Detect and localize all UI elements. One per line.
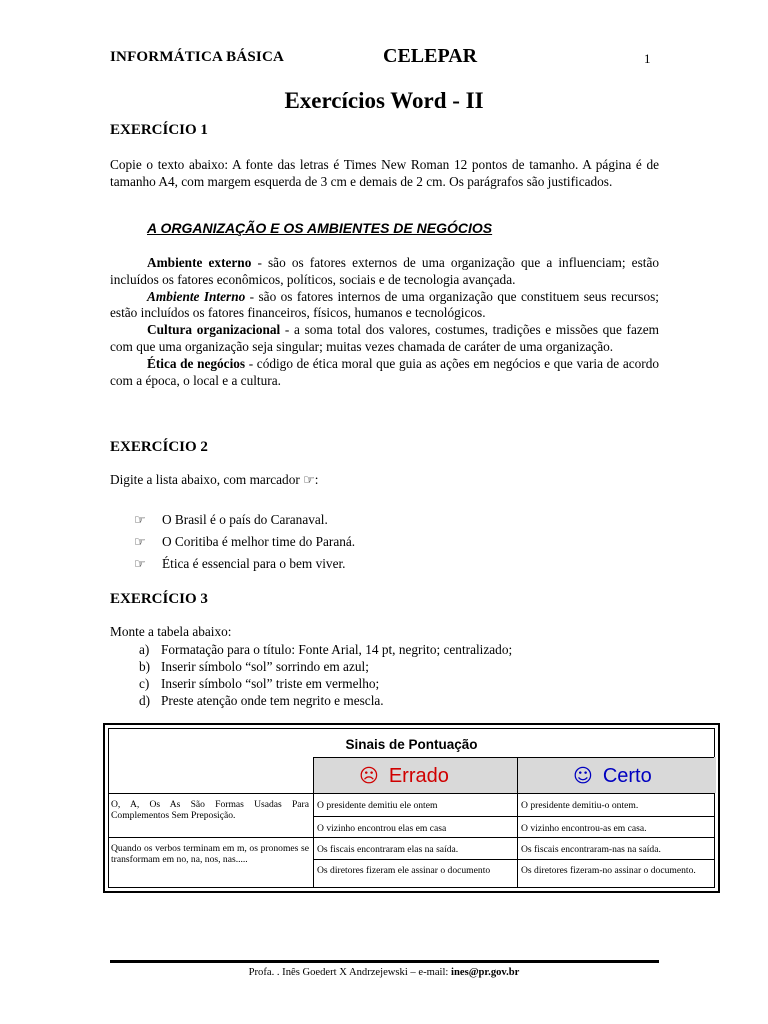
right-cell: Os diretores fizeram-no assinar o documento. — [521, 865, 696, 876]
list-item-text: O Brasil é o país do Caranaval. — [162, 512, 328, 527]
list-item — [110, 692, 512, 709]
list-item — [134, 509, 355, 531]
page-number: 1 — [644, 51, 651, 66]
exercise-1-heading: EXERCÍCIO 1 — [110, 122, 208, 138]
grid-line — [517, 757, 518, 887]
bullet-list — [134, 509, 355, 575]
step-text: Formatação para o título: Fonte Arial, 14 pt, negrito; centralizado; — [161, 642, 513, 657]
wrong-cell: O vizinho encontrou elas em casa — [317, 823, 447, 834]
steps-list — [110, 641, 512, 709]
term-bold: Ambiente externo — [147, 255, 252, 270]
grid-line — [109, 837, 714, 838]
step-letter: a) — [139, 642, 150, 657]
exercise-2-heading: EXERCÍCIO 2 — [110, 439, 208, 455]
header-certo — [573, 765, 652, 788]
list-item — [110, 658, 512, 675]
header-errado — [359, 765, 449, 788]
table-caption: Sinais de Pontuação — [345, 737, 478, 752]
instructions-text: Digite a lista abaixo, com marcador — [110, 472, 304, 487]
definition-text: - são os fatores externos de uma organização que a influenciam; estão incluídos os fatores econômicos, políticos, sociais e de tecnologia avançada. — [110, 255, 660, 287]
term-bold-italic: Ambiente Interno — [147, 288, 246, 304]
article-subtitle: A ORGANIZAÇÃO E OS AMBIENTES DE NEGÓCIOS — [147, 220, 493, 236]
footer-text: Profa. . Inês Goedert X Andrzejewski – e-mail: — [248, 967, 452, 978]
smiley-face-icon: ☺ — [573, 765, 593, 787]
pointing-hand-icon: ☞ — [303, 473, 315, 488]
instructions-colon: : — [314, 472, 319, 487]
footer — [0, 967, 768, 978]
definition-text: - são os fatores internos de uma organização que constituem seus recursos; estão incluídos os fatores financeiros, físicos, humanos e tecnológicos. — [110, 288, 660, 321]
paragraph-cultura-organizacional — [110, 322, 659, 356]
right-cell: Os fiscais encontraram-nas na saída. — [521, 844, 661, 855]
paragraph-ambiente-externo — [110, 255, 659, 289]
list-item — [110, 675, 512, 692]
step-letter: c) — [139, 676, 150, 691]
grid-line — [109, 793, 714, 794]
page-title: Exercícios Word - II — [284, 88, 484, 113]
pointing-hand-icon: ☞ — [134, 535, 146, 550]
list-item-text: Ética é essencial para o bem viver. — [162, 556, 346, 571]
exercise-3-heading: EXERCÍCIO 3 — [110, 591, 208, 607]
rule-cell: O, A, Os As São Formas Usadas Para Complementos Sem Preposição. — [111, 799, 309, 822]
step-text: Inserir símbolo “sol” sorrindo em azul; — [161, 659, 369, 674]
list-item — [110, 641, 512, 658]
punctuation-table — [103, 723, 720, 893]
step-text: Preste atenção onde tem negrito e mescla. — [161, 693, 384, 708]
wrong-cell: Os fiscais encontraram elas na saída. — [317, 844, 459, 855]
right-cell: O presidente demitiu-o ontem. — [521, 800, 639, 811]
header-label: Certo — [602, 765, 652, 787]
list-item-text: O Coritiba é melhor time do Paraná. — [162, 534, 356, 549]
grid-line — [313, 757, 314, 887]
list-item — [134, 553, 355, 575]
term-bold: Cultura organizacional — [147, 322, 281, 338]
grid-line — [314, 816, 714, 817]
wrong-cell: Os diretores fizeram ele assinar o documento — [317, 865, 491, 876]
definition-text: - código de ética moral que guia as ações em negócios e que varia de acordo com a época, o local e a cultura. — [110, 355, 660, 388]
paragraph-etica-negocios — [110, 356, 659, 390]
header-course: INFORMÁTICA BÁSICA — [110, 49, 285, 65]
definition-text: - a soma total dos valores, costumes, tradições e missões que fazem com que uma organização seja singular; muitas vezes chamada de caráter de uma organização. — [110, 322, 660, 354]
footer-rule — [110, 960, 659, 963]
exercise-2-instructions — [110, 472, 659, 490]
grid-line — [314, 859, 714, 860]
step-text: Inserir símbolo “sol” triste em vermelho; — [161, 676, 380, 691]
header-label: Errado — [388, 765, 449, 787]
rule-cell: Quando os verbos terminam em m, os pronomes se transformam em no, na, nos, nas..... — [111, 843, 309, 866]
footer-email: ines@pr.gov.br — [451, 967, 520, 978]
wrong-cell: O presidente demitiu ele ontem — [317, 800, 438, 811]
step-letter: b) — [139, 659, 151, 674]
header-organization: CELEPAR — [383, 45, 478, 67]
list-item — [134, 531, 355, 553]
article-body — [110, 255, 659, 389]
exercise-3-instructions: Monte a tabela abaixo: — [110, 624, 232, 639]
step-letter: d) — [139, 693, 151, 708]
table-inner-border — [108, 728, 715, 888]
paragraph-ambiente-interno — [110, 289, 659, 323]
term-bold: Ética de negócios — [147, 355, 246, 371]
sad-face-icon: ☹ — [359, 765, 379, 787]
pointing-hand-icon: ☞ — [134, 557, 146, 572]
exercise-1-instructions: Copie o texto abaixo: A fonte das letras é Times New Roman 12 pontos de tamanho. A página é de tamanho A4, com margem esquerda de 3 cm e demais de 2 cm. Os parágrafos são justificados. — [110, 157, 659, 189]
pointing-hand-icon: ☞ — [134, 513, 146, 528]
right-cell: O vizinho encontrou-as em casa. — [521, 823, 647, 834]
grid-line — [314, 757, 714, 758]
